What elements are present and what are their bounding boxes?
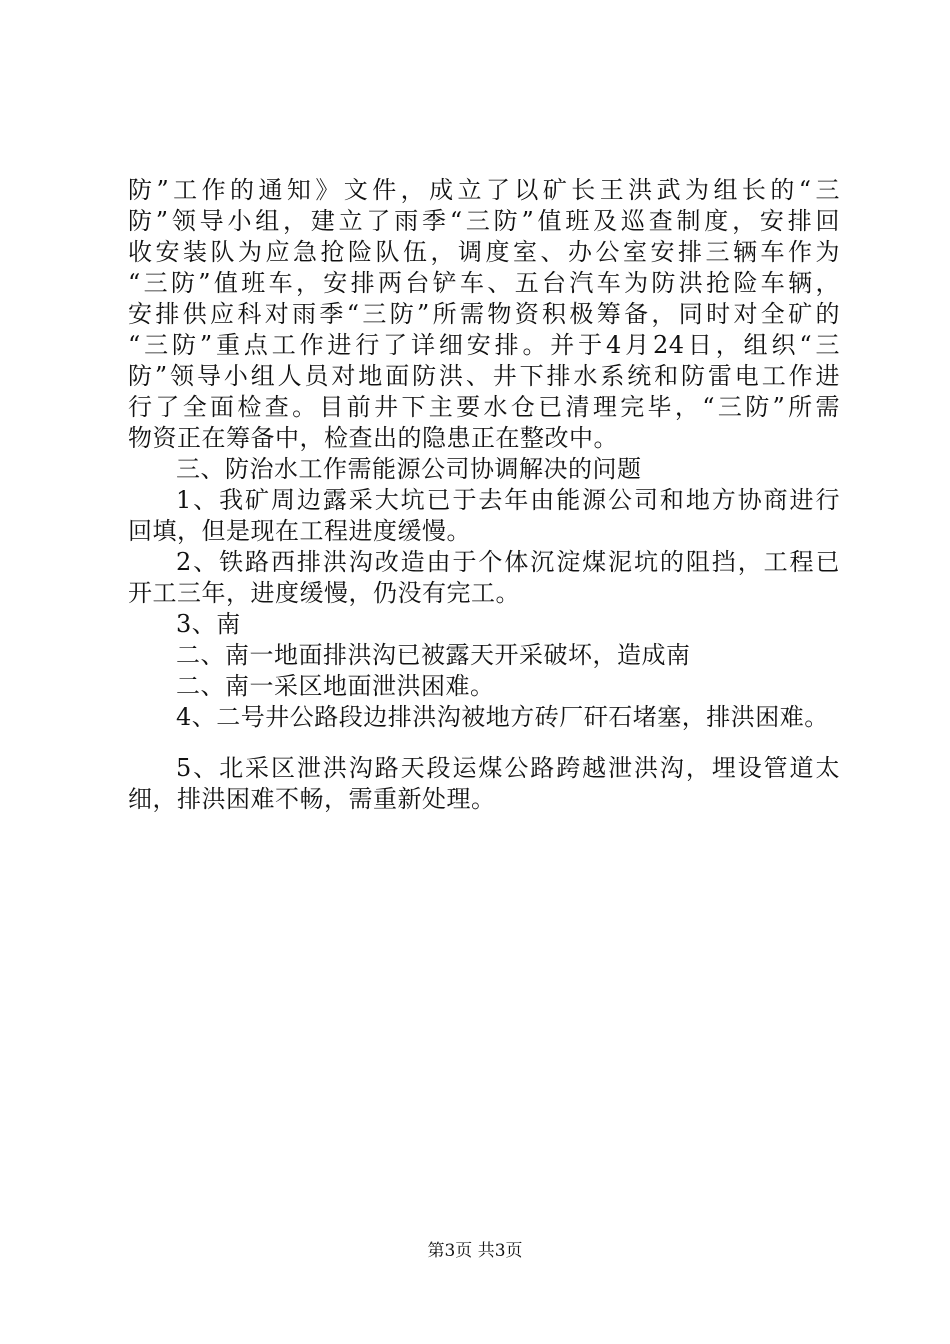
paragraph-gap xyxy=(128,733,840,753)
document-body xyxy=(128,175,840,815)
text-line: 行了全面检查。目前井下主要水仓已清理完毕，“三防”所需 xyxy=(128,393,840,421)
text-line: 回填，但是现在工程进度缓慢。 xyxy=(128,517,471,545)
text-line: 二、南一地面排洪沟已被露天开采破坏，造成南 xyxy=(176,641,691,669)
text-line: 防”领导小组，建立了雨季“三防”值班及巡查制度，安排回 xyxy=(128,207,840,235)
text-line: “三防”值班车，安排两台铲车、五台汽车为防洪抢险车辆， xyxy=(128,269,840,297)
text-line: 3、南 xyxy=(176,610,241,638)
text-line: 物资正在筹备中，检查出的隐患正在整改中。 xyxy=(128,424,618,452)
text-line: 防”工作的通知》文件，成立了以矿长王洪武为组长的“三 xyxy=(128,176,840,204)
text-line: 1、我矿周边露采大坑已于去年由能源公司和地方协商进行 xyxy=(176,486,840,514)
text-line: 开工三年，进度缓慢，仍没有完工。 xyxy=(128,579,520,607)
text-line: “三防”重点工作进行了详细安排。并于4月24日，组织“三 xyxy=(128,331,840,359)
text-line: 5、北采区泄洪沟路天段运煤公路跨越泄洪沟，埋设管道太 xyxy=(176,754,840,782)
text-line: 二、南一采区地面泄洪困难。 xyxy=(176,672,495,700)
text-line: 4、二号井公路段边排洪沟被地方砖厂矸石堵塞，排洪困难。 xyxy=(176,703,829,731)
section-heading: 三、防治水工作需能源公司协调解决的问题 xyxy=(176,455,642,483)
text-line: 防”领导小组人员对地面防洪、井下排水系统和防雷电工作进 xyxy=(128,362,840,390)
text-line: 细，排洪困难不畅，需重新处理。 xyxy=(128,785,496,813)
text-line: 2、铁路西排洪沟改造由于个体沉淀煤泥坑的阻挡，工程已 xyxy=(176,548,840,576)
page-number-footer: 第3页 共3页 xyxy=(427,1241,523,1261)
text-line: 安排供应科对雨季“三防”所需物资积极筹备，同时对全矿的 xyxy=(128,300,840,328)
text-line: 收安装队为应急抢险队伍，调度室、办公室安排三辆车作为 xyxy=(128,238,840,266)
